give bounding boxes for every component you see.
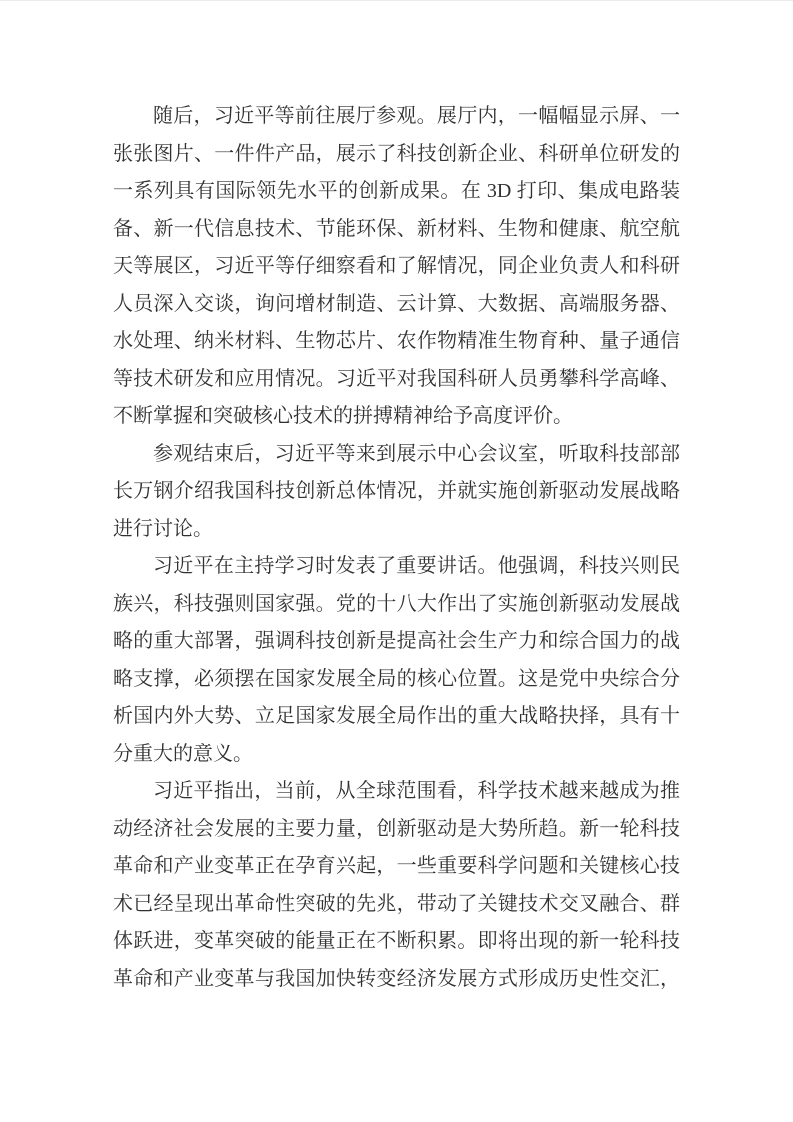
text-line: 习近平在主持学习时发表了重要讲话。他强调，科技兴则民 xyxy=(153,555,680,577)
text-line: 一系列具有国际领先水平的创新成果。在 3D 打印、集成电路装 xyxy=(113,180,680,202)
text-line: 不断掌握和突破核心技术的拼搏精神给予高度评价。 xyxy=(113,405,573,427)
text-line: 天等展区，习近平等仔细察看和了解情况，同企业负责人和科研 xyxy=(113,255,680,277)
text-line: 革命和产业变革正在孕育兴起，一些重要科学问题和关键核心技 xyxy=(113,855,680,877)
text-line: 备、新一代信息技术、节能环保、新材料、生物和健康、航空航 xyxy=(113,217,680,240)
paragraph-3 xyxy=(113,548,680,773)
text-line: 随后，习近平等前往展厅参观。展厅内，一幅幅显示屏、一 xyxy=(153,105,680,127)
text-line: 长万钢介绍我国科技创新总体情况，并就实施创新驱动发展战略 xyxy=(113,480,680,502)
paragraph-1 xyxy=(113,98,680,436)
text-line: 张张图片、一件件产品，展示了科技创新企业、科研单位研发的 xyxy=(113,142,680,165)
text-line: 习近平指出，当前，从全球范围看，科学技术越来越成为推 xyxy=(153,780,680,802)
text-line: 析国内外大势、立足国家发展全局作出的重大战略抉择，具有十 xyxy=(113,705,680,727)
text-line: 分重大的意义。 xyxy=(113,742,253,765)
text-line: 略的重大部署，强调科技创新是提高社会生产力和综合国力的战 xyxy=(113,630,680,652)
text-line: 进行讨论。 xyxy=(113,517,213,540)
paragraph-2 xyxy=(113,436,680,549)
text-line: 参观结束后，习近平等来到展示中心会议室，听取科技部部 xyxy=(153,442,680,465)
text-line: 动经济社会发展的主要力量，创新驱动是大势所趋。新一轮科技 xyxy=(113,817,680,840)
document-body xyxy=(113,98,680,998)
text-line: 人员深入交谈，询问增材制造、云计算、大数据、高端服务器、 xyxy=(113,292,680,315)
text-line: 族兴，科技强则国家强。党的十八大作出了实施创新驱动发展战 xyxy=(113,592,680,615)
text-line: 革命和产业变革与我国加快转变经济发展方式形成历史性交汇， xyxy=(113,967,680,990)
text-line: 水处理、纳米材料、生物芯片、农作物精准生物育种、量子通信 xyxy=(113,330,680,352)
text-line: 等技术研发和应用情况。习近平对我国科研人员勇攀科学高峰、 xyxy=(113,367,680,390)
paragraph-4 xyxy=(113,773,680,998)
text-line: 术已经呈现出革命性突破的先兆，带动了关键技术交叉融合、群 xyxy=(113,892,680,915)
text-line: 体跃进，变革突破的能量正在不断积累。即将出现的新一轮科技 xyxy=(113,930,680,952)
text-line: 略支撑，必须摆在国家发展全局的核心位置。这是党中央综合分 xyxy=(113,667,680,690)
